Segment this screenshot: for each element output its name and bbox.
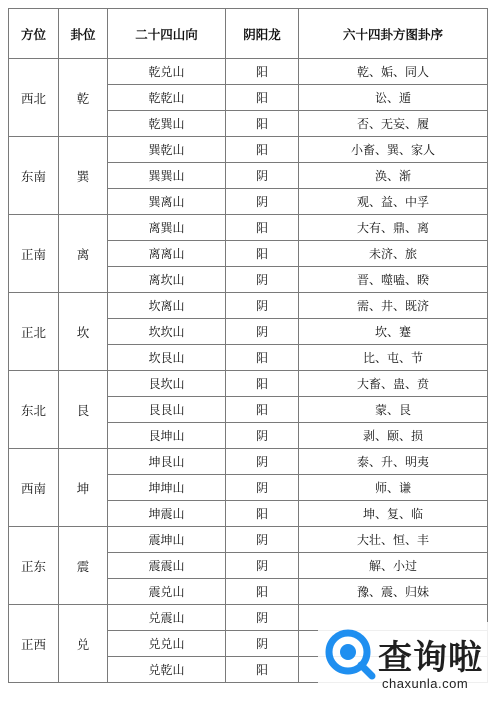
mountain-cell: 坎坎山 — [108, 319, 226, 345]
sequence-cell: 未济、旅 — [299, 241, 488, 267]
table-row — [9, 527, 488, 553]
watermark-name: 查询啦 — [378, 638, 483, 678]
mountain-cell: 离离山 — [108, 241, 226, 267]
mountain-cell: 巽离山 — [108, 189, 226, 215]
mountain-cell: 乾兑山 — [108, 59, 226, 85]
table-row — [9, 449, 488, 475]
trigram-cell: 离 — [59, 215, 108, 293]
sequence-cell: 蒙、艮 — [299, 397, 488, 423]
header-trigram: 卦位 — [59, 9, 108, 59]
direction-cell: 西南 — [9, 449, 59, 527]
header-direction: 方位 — [9, 9, 59, 59]
sequence-cell: 解、小过 — [299, 553, 488, 579]
yinyang-cell: 阳 — [226, 371, 299, 397]
trigram-cell: 乾 — [59, 59, 108, 137]
mountain-cell: 艮艮山 — [108, 397, 226, 423]
mountain-cell: 坤坤山 — [108, 475, 226, 501]
mountain-cell: 兑震山 — [108, 605, 226, 631]
yinyang-cell: 阳 — [226, 657, 299, 683]
magnifier-logo-icon — [322, 626, 378, 682]
table-row — [9, 293, 488, 319]
sequence-cell: 需、井、既济 — [299, 293, 488, 319]
yinyang-cell: 阴 — [226, 449, 299, 475]
direction-cell: 西北 — [9, 59, 59, 137]
yinyang-cell: 阴 — [226, 423, 299, 449]
sequence-cell: 大有、鼎、离 — [299, 215, 488, 241]
mountain-cell: 震坤山 — [108, 527, 226, 553]
trigram-cell: 巽 — [59, 137, 108, 215]
direction-cell: 正北 — [9, 293, 59, 371]
sequence-cell: 涣、渐 — [299, 163, 488, 189]
table-header — [9, 9, 488, 59]
yinyang-cell: 阴 — [226, 527, 299, 553]
yinyang-cell: 阳 — [226, 111, 299, 137]
mountain-cell: 离坎山 — [108, 267, 226, 293]
mountain-cell: 震兑山 — [108, 579, 226, 605]
yinyang-cell: 阳 — [226, 579, 299, 605]
mountain-cell: 艮坎山 — [108, 371, 226, 397]
yinyang-cell: 阴 — [226, 553, 299, 579]
header-mountain: 二十四山向 — [108, 9, 226, 59]
yinyang-cell: 阴 — [226, 605, 299, 631]
sequence-cell: 比、屯、节 — [299, 345, 488, 371]
mountain-cell: 坎离山 — [108, 293, 226, 319]
table-row — [9, 215, 488, 241]
mountain-cell: 震震山 — [108, 553, 226, 579]
yinyang-cell: 阴 — [226, 293, 299, 319]
mountain-cell: 巽乾山 — [108, 137, 226, 163]
yinyang-cell: 阴 — [226, 631, 299, 657]
yinyang-cell: 阴 — [226, 475, 299, 501]
yinyang-cell: 阴 — [226, 267, 299, 293]
yinyang-cell: 阳 — [226, 85, 299, 111]
sequence-cell: 剥、颐、损 — [299, 423, 488, 449]
mountain-cell: 兑兑山 — [108, 631, 226, 657]
sequence-cell: 坤、复、临 — [299, 501, 488, 527]
mountain-cell: 兑乾山 — [108, 657, 226, 683]
sequence-cell: 豫、震、归妹 — [299, 579, 488, 605]
trigram-cell: 艮 — [59, 371, 108, 449]
mountain-cell: 坎艮山 — [108, 345, 226, 371]
header-row — [9, 9, 488, 59]
mountain-cell: 乾巽山 — [108, 111, 226, 137]
trigram-cell: 兑 — [59, 605, 108, 683]
sequence-cell: 小畜、巽、家人 — [299, 137, 488, 163]
watermark — [318, 622, 490, 702]
yinyang-cell: 阴 — [226, 319, 299, 345]
mountain-cell: 巽巽山 — [108, 163, 226, 189]
bagua-table — [8, 8, 488, 683]
yinyang-cell: 阳 — [226, 215, 299, 241]
direction-cell: 正西 — [9, 605, 59, 683]
sequence-cell: 大壮、恒、丰 — [299, 527, 488, 553]
direction-cell: 东北 — [9, 371, 59, 449]
trigram-cell: 震 — [59, 527, 108, 605]
mountain-cell: 乾乾山 — [108, 85, 226, 111]
trigram-cell: 坤 — [59, 449, 108, 527]
sequence-cell: 讼、遁 — [299, 85, 488, 111]
yinyang-cell: 阴 — [226, 189, 299, 215]
yinyang-cell: 阳 — [226, 501, 299, 527]
yinyang-cell: 阳 — [226, 345, 299, 371]
yinyang-cell: 阳 — [226, 241, 299, 267]
header-sequence: 六十四卦方图卦序 — [299, 9, 488, 59]
sequence-cell: 师、谦 — [299, 475, 488, 501]
sequence-cell: 乾、姤、同人 — [299, 59, 488, 85]
table-body — [9, 59, 488, 683]
mountain-cell: 离巽山 — [108, 215, 226, 241]
table-row — [9, 137, 488, 163]
sequence-cell: 泰、升、明夷 — [299, 449, 488, 475]
trigram-cell: 坎 — [59, 293, 108, 371]
yinyang-cell: 阳 — [226, 397, 299, 423]
watermark-url: chaxunla.com — [382, 676, 469, 691]
sequence-cell: 坎、蹇 — [299, 319, 488, 345]
table-row — [9, 371, 488, 397]
sequence-cell: 观、益、中孚 — [299, 189, 488, 215]
sequence-cell: 否、无妄、履 — [299, 111, 488, 137]
mountain-cell: 艮坤山 — [108, 423, 226, 449]
mountain-cell: 坤艮山 — [108, 449, 226, 475]
direction-cell: 正南 — [9, 215, 59, 293]
header-yinyang: 阴阳龙 — [226, 9, 299, 59]
yinyang-cell: 阴 — [226, 163, 299, 189]
sequence-cell: 大畜、蛊、贲 — [299, 371, 488, 397]
table-row — [9, 59, 488, 85]
mountain-cell: 坤震山 — [108, 501, 226, 527]
sequence-cell: 晋、噬嗑、睽 — [299, 267, 488, 293]
direction-cell: 正东 — [9, 527, 59, 605]
direction-cell: 东南 — [9, 137, 59, 215]
yinyang-cell: 阳 — [226, 59, 299, 85]
yinyang-cell: 阳 — [226, 137, 299, 163]
